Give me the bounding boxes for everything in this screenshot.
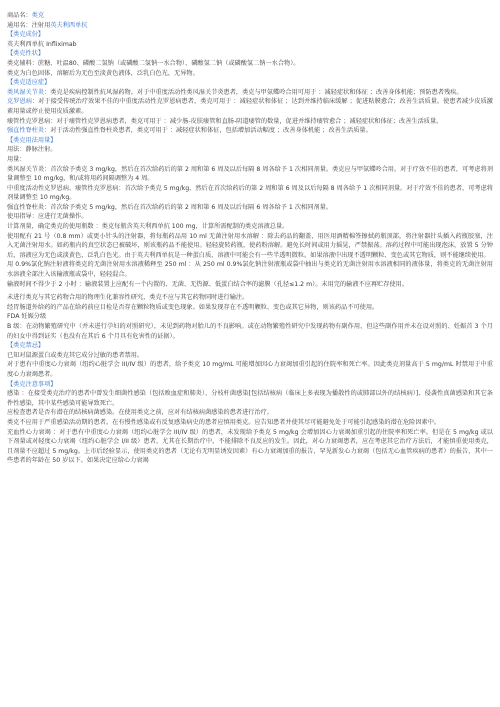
dosage-ra: 类风湿关节炎：首次给予类克 3 mg/kg，然后在首次给药后的第 2 周和第 6 周及以后每隔 8 周各给予 1 次相同剂量。类克应与甲氨蝶呤合用。对于疗效不佳的患者，可考虑将剂量调整至 10 mg/kg，和/或将用药间隔调整为 4 周。 bbox=[7, 165, 493, 183]
indication-as bbox=[7, 126, 493, 136]
description-heading[interactable]: 【类克性状】 bbox=[7, 50, 45, 58]
composition-heading[interactable]: 【类克成份】 bbox=[7, 31, 45, 39]
pregnancy-heading: FDA 妊娠分级 bbox=[7, 313, 47, 321]
contraindications-heading[interactable]: 【类克禁忌】 bbox=[7, 342, 45, 350]
indication-ra-text: ：类克是疾病控制性抗风湿药物。对于中重度活动性类风湿关节炎患者，类克与甲氨蝶呤合用可用于 ：减轻症状和体征 ；改善身体机能；预防患者残疾。 bbox=[44, 88, 463, 96]
generic-name-row bbox=[7, 21, 493, 31]
indications-heading[interactable]: 【类克适应症】 bbox=[7, 79, 51, 87]
dosage-as: 强直性脊柱炎：首次给予类克 5 mg/kg，然后在首次给药后的第 2 周和第 6 周及以后每隔 6 周各给予 1 次相同剂量。 bbox=[7, 203, 332, 211]
description-text-1: 类克辅料：蔗糖、吐温80、磷酸二氢钠（或磷酸二氢钠一水合物）、磷酸氢二钠（或磷酸氢二钠一水合物）。 bbox=[7, 59, 300, 67]
indication-fcd bbox=[7, 117, 493, 127]
dosage-route: 用法：静脉注射。 bbox=[7, 146, 57, 154]
indication-fcd-text: ：对于瘘管性克罗恩病患者，类克可用于 ：减少肠-皮肤瘘管和直肠-阴道瘘管的数量，促进并维持瘘管愈合 ；减轻症状和体征；改善生活质量。 bbox=[50, 117, 443, 125]
composition-text: 英夫利西单抗 Infliximab bbox=[7, 40, 77, 48]
contraindications-text-2: 对于患有中重度心力衰竭（纽约心脏学会 III/IV 级）的患者，给予类克 10 mg/mL 可能增加因心力衰竭加重引起的住院率和死亡率。因此类克剂量高于 5 mg/mL 时禁用于中重度心力衰竭患者。 bbox=[7, 361, 493, 378]
method-step-2: 使用配有 21 号（0.8 mm）或更小针头的注射器，将每瓶药品用 10 ml 无菌注射用水溶解 ：除去药品的翻盖，用医用酒精棉签擦拭药瓶顶部，将注射器针头插入药瓶胶塞，注入无菌注射用水。如药瓶内的真空状态已被破坏，则该瓶药品不能使用。轻轻旋转药瓶，使药粉溶解。避免长时间或用力摇晃，严禁振荡。溶药过程中可能出现泡沫，放置 5 分钟后，溶液应为无色或淡黄色，泛乳白色光。由于英夫利西单抗是一种蛋白质，溶液中可能会有一些半透明微粒。如果溶液中出现不透明颗粒、变色或其它物质，则不能继续使用。 bbox=[7, 232, 493, 259]
dosage-heading[interactable]: 【类克用法用量】 bbox=[7, 136, 57, 144]
precautions-text-2: 应检查患者是否有潜在的结核病菌感染。在使用类克之前，应对有结核病菌感染的患者进行治疗。 bbox=[7, 409, 274, 417]
precautions-text-4: 充血性心力衰竭 ：对于患有中重度心力衰竭（纽约心脏学会 III/IV 级）的患者，未发现给予类克 5 mg/kg 会增加因心力衰竭加重引起的住院率和死亡率。但是在 5 mg/kg 或以下剂量或对轻度心力衰竭（纽约心脏学会 I/II 级）患者，尤其在长期治疗中，不能排除不良反应的发生。因此，对心力衰竭患者，应在考虑其它治疗方法后，才能慎重使用类克，且剂量不应超过 5 mg/kg。上市后经验显示，使用类克的患者（无论有无明显诱发因素）有心力衰竭加重的报告，罕见新发心力衰竭（包括无心血管疾病的患者）的报告，其中一些患者的年龄在 50 岁以下。如果决定应给心力衰竭 bbox=[7, 428, 493, 465]
precautions-heading[interactable]: 【类克注意事项】 bbox=[7, 380, 57, 388]
product-name-row bbox=[7, 11, 493, 21]
dosage-amount-label: 用量： bbox=[7, 155, 26, 163]
method-heading: 使用指导：应进行无菌操作。 bbox=[7, 213, 88, 221]
indication-ra bbox=[7, 88, 493, 98]
indication-cd-link[interactable]: 克罗恩病 bbox=[7, 98, 32, 106]
method-step-3: 用 0.9%氯化钠注射液将类克的无菌注射用水溶液稀释至 250 ml ：从 250 ml 0.9%氯化钠注射液瓶或袋中抽出与类克的无菌注射用水溶液相同的液体量，将类克的无菌注射用水溶液全部注入该输液瓶或袋中，轻轻混合。 bbox=[7, 261, 493, 279]
dosage-cd: 中重度活动性克罗恩病、瘘管性克罗恩病：首次给予类克 5 mg/kg，然后在首次给药后的第 2 周和第 6 周及以后每隔 8 周各给予 1 次相同剂量。对于疗效不佳的患者，可考虑将剂量调整至 10 mg/kg。 bbox=[7, 184, 493, 202]
method-step-4: 输液时间不得少于 2 小时 ：输液装置上应配有一个内置的、无菌、无热源、低蛋白结合率的滤膜（孔径≤1.2 m）。未用完的输液不应再贮存使用。 bbox=[7, 280, 409, 288]
precautions-text-3: 类克不应用于严重感染活动期的患者。在有慢性感染或有反复感染病史的患者应慎用类克。应告知患者并使其尽可能避免处于可能引起感染的潜在危险因素中。 bbox=[7, 418, 441, 426]
indication-as-text: ：对于活动性强直性脊柱炎患者，类克可用于 ：减轻症状和体征，包括增加活动幅度 ；改善身体机能 ；改善生活质量。 bbox=[44, 127, 372, 135]
pregnancy-text: B 级：在动物繁殖研究中（并未进行孕妇的对照研究），未见到药物对胎儿的不良影响。或在动物繁殖性研究中发现药物有副作用，但这些副作用并未在设对照的、妊娠首 3 个月的妇女中得到证实（也没有在其后 6 个月具有危害性的证据）。 bbox=[7, 323, 493, 340]
indication-as-link[interactable]: 强直性脊柱炎 bbox=[7, 127, 45, 135]
product-name-label: 商品名： bbox=[7, 12, 32, 19]
indication-ra-link[interactable]: 类风湿关节炎 bbox=[7, 88, 45, 96]
method-step-5: 未进行类克与其它药物合用的物理生化兼容性研究，类克不应与其它药物同时进行输注。 bbox=[7, 294, 249, 302]
indication-cd-text: ：对于接受传统治疗效果不佳的中重度活动性克罗恩病患者，类克可用于 ：减轻症状和体征 ；达到并维持临床缓解 ；促进粘膜愈合；改善生活质量。使患者减少皮质激素用量或停止使用皮质激素。 bbox=[7, 98, 493, 115]
indication-fcd-name: 瘘管性克罗恩病 bbox=[7, 117, 51, 125]
method-step-6: 经胃肠道外给药的产品在给药前应目检是否存在颗粒物质或变色现象。如果发现存在不透明颗粒、变色或其它异物，则该药品不可使用。 bbox=[7, 303, 379, 311]
method-step-1: 计算剂量，确定类克的使用瓶数 ：类克每瓶含英夫利西单抗 100 mg，计算所需配制的类克溶液总量。 bbox=[7, 223, 289, 231]
indication-cd bbox=[7, 97, 493, 116]
precautions-text-1: 感染 ：在接受类克治疗的患者中曾发生细菌性感染（包括败血症和肺炎）、分枝杆菌感染[包括结核病（临床上多表现为播散性的或肺部以外的结核病）]、侵袭性真菌感染和其它条件性感染，其中某些感染可能导致死亡。 bbox=[7, 390, 493, 407]
product-name-link[interactable]: 类克 bbox=[31, 12, 45, 19]
generic-name-label: 通用名：注射用 bbox=[7, 21, 51, 29]
contraindications-text-1: 已知对鼠源蛋白或类克其它成分过敏的患者禁用。 bbox=[7, 351, 144, 359]
description-text-2: 类克为白色固体，溶解后为无色至淡黄色液体，泛乳白色光，无异物。 bbox=[7, 69, 199, 77]
generic-name-link[interactable]: 英夫利西单抗 bbox=[50, 21, 88, 29]
